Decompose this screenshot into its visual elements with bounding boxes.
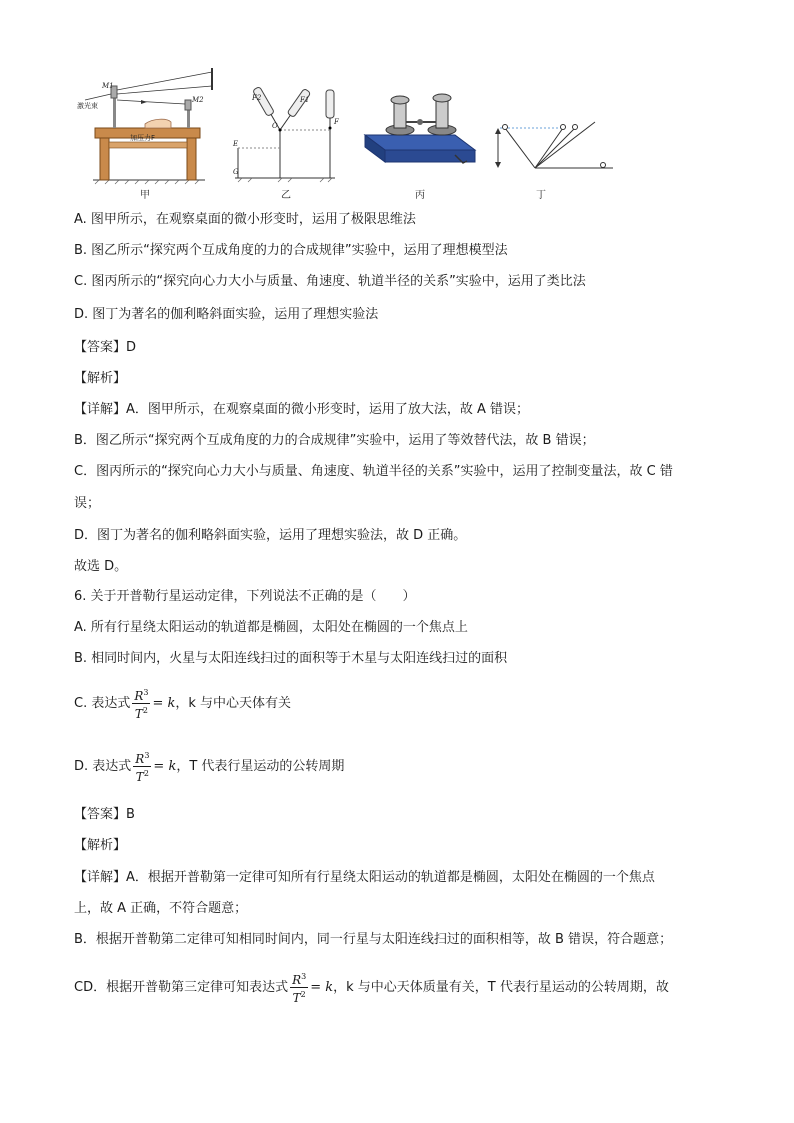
q6-option-c-prefix: C. 表达式 [74, 695, 131, 711]
frac-num-exp: 3 [143, 688, 149, 697]
q6-analysis-label: 【解析】 [74, 838, 127, 853]
q5-option-b: B. 图乙所示“探究两个互成角度的力的合成规律”实验中，运用了理想模型法 [74, 243, 508, 258]
label-f: F [334, 118, 339, 126]
label-laser: 激光束 [77, 102, 98, 110]
q6-detail-a-cont: 上，故 A 正确，不符合题意； [74, 901, 248, 916]
frac-den-d: T [135, 770, 144, 784]
formula-r3-t2 [132, 686, 150, 721]
q5-detail-d: D．图丁为著名的伽利略斜面实验，运用了理想实验法，故 D 正确。 [74, 528, 467, 543]
q5-option-d: D. 图丁为著名的伽利略斜面实验，运用了理想实验法 [74, 307, 379, 322]
frac-num-exp-cd: 3 [301, 972, 307, 981]
frac-num-cd: R [292, 973, 302, 987]
caption-jia: 甲 [140, 190, 150, 201]
q6-detail-b: B．根据开普勒第二定律可知相同时间内，同一行星与太阳连线扫过的面积相等，故 B 错误，符合题意； [74, 932, 673, 947]
q6-answer: 【答案】B [74, 807, 135, 822]
figure-jia [75, 60, 215, 201]
q6-option-d [74, 749, 344, 784]
equals-k: = k [152, 695, 176, 711]
frac-den: T [134, 707, 143, 721]
label-force: 加压力F [130, 134, 156, 142]
q5-answer: 【答案】D [74, 340, 137, 355]
label-f1: F1 [300, 96, 310, 104]
q6-option-d-suffix: ，T 代表行星运动的公转周期 [176, 758, 345, 774]
label-e: E [233, 140, 239, 148]
q5-detail-c-cont: 误； [74, 496, 101, 511]
frac-den-exp-cd: 2 [300, 990, 306, 999]
q5-detail-c: C．图丙所示的“探究向心力大小与质量、角速度、轨道半径的关系”实验中，运用了控制变量法，故 C 错 [74, 464, 673, 479]
q5-conclusion: 故选 D。 [74, 559, 128, 574]
q6-option-a: A. 所有行星绕太阳运动的轨道都是椭圆，太阳处在椭圆的一个焦点上 [74, 620, 468, 635]
frac-num-d: R [135, 752, 145, 766]
caption-yi: 乙 [281, 190, 291, 201]
caption-bing: 丙 [415, 190, 425, 201]
equals-k-d: = k [153, 758, 177, 774]
figures-row [75, 60, 635, 205]
figure-ding [495, 60, 625, 201]
q5-detail-a: 【详解】A．图甲所示，在观察桌面的微小形变时，运用了放大法，故 A 错误； [74, 402, 530, 417]
label-m2: M2 [192, 96, 204, 104]
equals-k-cd: = k [310, 979, 334, 995]
formula-r3-t2-d [133, 749, 151, 784]
label-o: O [272, 122, 278, 130]
label-f2: F2 [252, 94, 262, 102]
q6-option-c-suffix: ，k 与中心天体有关 [175, 695, 292, 711]
q6-option-b: B. 相同时间内，火星与太阳连线扫过的面积等于木星与太阳连线扫过的面积 [74, 651, 508, 666]
figure-bing [360, 60, 480, 201]
figure-yi [230, 60, 340, 201]
q6-stem: 6. 关于开普勒行星运动定律，下列说法不正确的是（ ） [74, 589, 416, 604]
q6-detail-a: 【详解】A．根据开普勒第一定律可知所有行星绕太阳运动的轨道都是椭圆，太阳处在椭圆的一个焦点 [74, 870, 655, 885]
q5-option-a: A. 图甲所示，在观察桌面的微小形变时，运用了极限思维法 [74, 212, 416, 227]
frac-num-exp-d: 3 [144, 751, 150, 760]
label-m1: M1 [102, 82, 114, 90]
q6-detail-cd-prefix: CD．根据开普勒第三定律可知表达式 [74, 979, 289, 995]
q6-detail-cd-suffix: ，k 与中心天体质量有关，T 代表行星运动的公转周期，故 [333, 979, 669, 995]
formula-r3-t2-cd [290, 970, 308, 1005]
frac-den-cd: T [292, 991, 301, 1005]
q6-option-d-prefix: D. 表达式 [74, 758, 132, 774]
frac-den-exp-d: 2 [143, 769, 149, 778]
frac-num: R [134, 689, 144, 703]
frac-den-exp: 2 [142, 706, 148, 715]
caption-ding: 丁 [536, 190, 546, 201]
label-g: G [233, 168, 239, 176]
q5-option-c: C. 图丙所示的“探究向心力大小与质量、角速度、轨道半径的关系”实验中，运用了类比法 [74, 274, 586, 289]
q5-detail-b: B．图乙所示“探究两个互成角度的力的合成规律”实验中，运用了等效替代法，故 B 错误； [74, 433, 595, 448]
q5-analysis-label: 【解析】 [74, 371, 127, 386]
q6-detail-cd [74, 970, 669, 1005]
q6-option-c [74, 686, 291, 721]
